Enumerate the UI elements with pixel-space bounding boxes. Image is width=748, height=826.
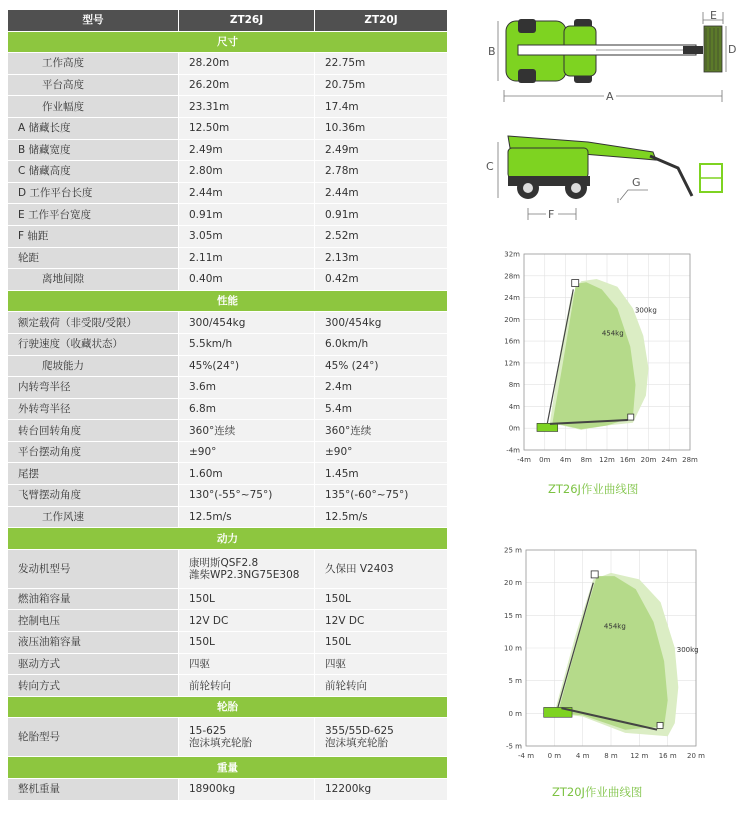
spec-row [8, 117, 448, 139]
chart2-caption: ZT20J作业曲线图 [552, 785, 643, 799]
spec-row [8, 312, 448, 334]
spec-value-v1 [179, 441, 315, 463]
spec-label: 轮胎型号 [8, 718, 179, 757]
section-header-row [8, 757, 448, 779]
x-tick-label: 20 m [687, 752, 705, 760]
section-title: 动力 [8, 528, 448, 550]
zt26j-work-envelope-chart [496, 248, 706, 476]
y-tick-label: 5 m [508, 677, 522, 686]
spec-row [8, 506, 448, 528]
zt20j-work-envelope-chart [496, 540, 718, 776]
value-line: 135°(-60°~75°) [325, 489, 409, 502]
spec-row [8, 398, 448, 420]
spec-label: 驱动方式 [8, 653, 179, 675]
spec-value-v1 [179, 610, 315, 632]
value-line: 150L [325, 593, 351, 606]
spec-value-v1 [179, 53, 315, 75]
side-view-drawing [478, 128, 740, 224]
y-tick-label: 16m [504, 337, 520, 346]
value-line: 2.78m [325, 165, 359, 178]
spec-value-v2 [315, 161, 448, 183]
x-tick-label: 20m [640, 456, 657, 464]
value-line: 12V DC [325, 614, 365, 627]
spec-value-v2 [315, 463, 448, 485]
spec-value-v1 [179, 247, 315, 269]
spec-value-v1 [179, 204, 315, 226]
spec-label: 燃油箱容量 [8, 588, 179, 610]
y-tick-label: 28m [504, 272, 520, 281]
spec-label: 工作高度 [8, 53, 179, 75]
x-tick-label: 0 m [547, 752, 562, 760]
spec-row [8, 96, 448, 118]
value-line: 18900kg [189, 783, 236, 796]
x-tick-label: 12 m [630, 752, 649, 760]
spec-value-v2 [315, 74, 448, 96]
dim-label-f: F [548, 208, 555, 221]
value-line: 1.60m [189, 467, 223, 480]
dim-label-b: B [488, 45, 496, 58]
spec-value-v1 [179, 269, 315, 291]
value-line: 28.20m [189, 57, 230, 70]
value-line: 四驱 [189, 657, 210, 670]
spec-label: E 工作平台宽度 [8, 204, 179, 226]
value-line: 355/55D-625 [325, 725, 394, 738]
spec-row [8, 485, 448, 507]
spec-label: C 储藏高度 [8, 161, 179, 183]
spec-value-v1 [179, 312, 315, 334]
x-tick-label: 4 m [575, 752, 590, 760]
header-cell: 型号 [8, 10, 179, 31]
x-tick-label: 24m [661, 456, 678, 464]
value-line: 15-625 [189, 725, 227, 738]
chart1-caption: ZT26J作业曲线图 [548, 482, 639, 496]
spec-value-v1 [179, 463, 315, 485]
spec-value-v2 [315, 506, 448, 528]
spec-label: B 储藏宽度 [8, 139, 179, 161]
value-line: 130°(-55°~75°) [189, 489, 273, 502]
spec-value-v2 [315, 718, 448, 757]
value-line: 12.50m [189, 122, 230, 135]
y-tick-label: 20m [504, 315, 520, 324]
spec-value-v2 [315, 420, 448, 442]
spec-value-v1 [179, 139, 315, 161]
spec-value-v2 [315, 610, 448, 632]
spec-value-v2 [315, 269, 448, 291]
value-line-2: 潍柴WP2.3NG75E308 [189, 568, 300, 581]
dim-label-c: C [486, 160, 494, 173]
value-line: 300/454kg [189, 316, 246, 329]
spec-label: 发动机型号 [8, 549, 179, 588]
y-tick-label: 0m [508, 424, 520, 433]
spec-value-v1 [179, 549, 315, 588]
spec-value-v2 [315, 53, 448, 75]
value-line: 0.42m [325, 273, 359, 286]
header-cell: ZT20J [315, 10, 448, 31]
spec-row [8, 463, 448, 485]
spec-label: A 储藏长度 [8, 117, 179, 139]
spec-row [8, 441, 448, 463]
value-line: 12.5m/s [189, 510, 232, 523]
platform-lowered [628, 414, 634, 420]
spec-value-v2 [315, 204, 448, 226]
value-line: 45% (24°) [325, 359, 379, 372]
platform-raised [591, 571, 598, 578]
value-line: 0.40m [189, 273, 223, 286]
y-tick-label: 0 m [508, 709, 522, 718]
y-tick-label: 24m [504, 294, 520, 303]
x-tick-label: 16 m [658, 752, 677, 760]
spec-label: 整机重量 [8, 779, 179, 801]
section-header-row [8, 528, 448, 550]
value-line: 3.05m [189, 230, 223, 243]
value-line: 前轮转向 [325, 679, 367, 692]
spec-value-v1 [179, 718, 315, 757]
value-line: 360°连续 [189, 424, 236, 437]
value-line: 2.80m [189, 165, 223, 178]
annotation-454kg: 454kg [603, 622, 626, 631]
y-tick-label: 20 m [504, 579, 522, 588]
value-line: 四驱 [325, 657, 346, 670]
value-line: 2.44m [189, 187, 223, 200]
spec-value-v2 [315, 549, 448, 588]
value-line: 150L [189, 636, 215, 649]
spec-label: 离地间隙 [8, 269, 179, 291]
spec-value-v2 [315, 588, 448, 610]
spec-value-v1 [179, 506, 315, 528]
spec-label: 转向方式 [8, 675, 179, 697]
value-line: 300/454kg [325, 316, 382, 329]
spec-row [8, 779, 448, 801]
section-title: 尺寸 [8, 31, 448, 53]
spec-value-v1 [179, 74, 315, 96]
spec-row [8, 675, 448, 697]
platform-lowered [657, 722, 663, 728]
value-line: 12V DC [189, 614, 229, 627]
value-line-2: 泡沫填充轮胎 [325, 737, 388, 750]
value-line: 2.13m [325, 251, 359, 264]
value-line: 5.4m [325, 402, 352, 415]
dim-label-g: G [632, 176, 641, 189]
x-tick-label: 28m [682, 456, 698, 464]
x-tick-label: 4m [559, 456, 572, 464]
spec-label: 行驶速度（收藏状态） [8, 333, 179, 355]
spec-value-v2 [315, 333, 448, 355]
spec-value-v2 [315, 485, 448, 507]
y-tick-label: -5 m [505, 742, 522, 751]
spec-value-v2 [315, 117, 448, 139]
y-tick-label: -4m [506, 446, 520, 455]
spec-value-v2 [315, 355, 448, 377]
x-tick-label: 12m [599, 456, 615, 464]
spec-row [8, 225, 448, 247]
spec-label: 作业幅度 [8, 96, 179, 118]
value-line: 12200kg [325, 783, 372, 796]
value-line: 0.91m [325, 208, 359, 221]
spec-value-v1 [179, 225, 315, 247]
y-tick-label: 32m [504, 250, 520, 259]
spec-value-v1 [179, 96, 315, 118]
spec-row [8, 182, 448, 204]
section-header-row [8, 290, 448, 312]
x-tick-label: 8 m [604, 752, 618, 760]
value-line: 150L [189, 593, 215, 606]
spec-row [8, 549, 448, 588]
spec-row [8, 139, 448, 161]
table-header-row [8, 10, 448, 31]
spec-label: 平台摆动角度 [8, 441, 179, 463]
top-view-drawing [478, 6, 740, 106]
spec-value-v2 [315, 441, 448, 463]
spec-value-v1 [179, 355, 315, 377]
value-line: 23.31m [189, 100, 230, 113]
spec-row [8, 588, 448, 610]
annotation-300kg: 300kg [634, 306, 657, 315]
value-line: ±90° [189, 446, 217, 459]
spec-value-v2 [315, 779, 448, 801]
spec-value-v1 [179, 161, 315, 183]
value-line: 6.0km/h [325, 338, 369, 351]
spec-row [8, 269, 448, 291]
value-line: 12.5m/s [325, 510, 368, 523]
spec-value-v1 [179, 398, 315, 420]
section-title: 性能 [8, 290, 448, 312]
value-line-2: 泡沫填充轮胎 [189, 737, 252, 750]
section-header-row [8, 696, 448, 718]
value-line: 前轮转向 [189, 679, 231, 692]
value-line: 10.36m [325, 122, 366, 135]
spec-value-v2 [315, 96, 448, 118]
platform [704, 26, 722, 72]
value-line: ±90° [325, 446, 353, 459]
spec-value-v1 [179, 675, 315, 697]
spec-value-v2 [315, 312, 448, 334]
spec-value-v2 [315, 653, 448, 675]
spec-label: 额定载荷（非受限/受限） [8, 312, 179, 334]
x-tick-label: 8m [580, 456, 592, 464]
dim-label-a: A [606, 90, 614, 103]
spec-label: 飞臂摆动角度 [8, 485, 179, 507]
spec-row [8, 653, 448, 675]
spec-table [8, 10, 448, 801]
spec-label: 工作风速 [8, 506, 179, 528]
spec-value-v2 [315, 247, 448, 269]
value-line: 6.8m [189, 402, 216, 415]
spec-row [8, 74, 448, 96]
value-line: 久保田 V2403 [325, 562, 394, 575]
spec-row [8, 247, 448, 269]
x-tick-label: 16m [619, 456, 636, 464]
value-line: 3.6m [189, 381, 216, 394]
spec-label: F 轴距 [8, 225, 179, 247]
spec-value-v1 [179, 377, 315, 399]
value-line: 22.75m [325, 57, 366, 70]
y-tick-label: 8m [508, 381, 520, 390]
y-tick-label: 15 m [504, 611, 522, 620]
spec-value-v1 [179, 485, 315, 507]
spec-label: 爬坡能力 [8, 355, 179, 377]
spec-label: 转台回转角度 [8, 420, 179, 442]
spec-value-v2 [315, 398, 448, 420]
value-line: 2.4m [325, 381, 352, 394]
section-title: 重量 [8, 757, 448, 779]
value-line: 5.5km/h [189, 338, 233, 351]
spec-label: D 工作平台长度 [8, 182, 179, 204]
spec-row [8, 377, 448, 399]
section-title: 轮胎 [8, 696, 448, 718]
spec-label: 平台高度 [8, 74, 179, 96]
spec-value-v2 [315, 225, 448, 247]
x-tick-label: 0m [539, 456, 551, 464]
value-line: 360°连续 [325, 424, 372, 437]
value-line: 康明斯QSF2.8 [189, 556, 259, 569]
spec-row [8, 610, 448, 632]
dim-label-d: D [728, 43, 737, 56]
spec-value-v1 [179, 632, 315, 654]
spec-row [8, 53, 448, 75]
value-line: 2.44m [325, 187, 359, 200]
platform-raised [572, 280, 579, 287]
x-tick-label: -4 m [517, 752, 535, 760]
spec-value-v1 [179, 588, 315, 610]
spec-value-v1 [179, 779, 315, 801]
value-line: 2.49m [325, 143, 359, 156]
value-line: 1.45m [325, 467, 359, 480]
value-line: 45%(24°) [189, 359, 240, 372]
spec-value-v2 [315, 377, 448, 399]
spec-value-v2 [315, 182, 448, 204]
spec-label: 轮距 [8, 247, 179, 269]
spec-label: 外转弯半径 [8, 398, 179, 420]
x-tick-label: -4m [517, 456, 531, 464]
spec-row [8, 204, 448, 226]
spec-row [8, 632, 448, 654]
header-cell: ZT26J [179, 10, 315, 31]
spec-value-v2 [315, 139, 448, 161]
spec-value-v1 [179, 333, 315, 355]
dim-label-e: E [710, 9, 717, 22]
value-line: 20.75m [325, 79, 366, 92]
spec-value-v1 [179, 420, 315, 442]
spec-row [8, 420, 448, 442]
spec-row [8, 718, 448, 757]
spec-label: 液压油箱容量 [8, 632, 179, 654]
value-line: 0.91m [189, 208, 223, 221]
value-line: 26.20m [189, 79, 230, 92]
spec-value-v2 [315, 632, 448, 654]
y-tick-label: 25 m [504, 546, 522, 555]
annotation-300kg: 300kg [676, 646, 699, 654]
spec-value-v1 [179, 182, 315, 204]
spec-value-v1 [179, 653, 315, 675]
spec-row [8, 161, 448, 183]
y-tick-label: 12m [504, 359, 520, 368]
y-tick-label: 4m [508, 402, 520, 411]
spec-value-v1 [179, 117, 315, 139]
spec-row [8, 333, 448, 355]
spec-label: 内转弯半径 [8, 377, 179, 399]
spec-label: 尾摆 [8, 463, 179, 485]
spec-row [8, 355, 448, 377]
y-tick-label: 10 m [504, 644, 522, 653]
section-header-row [8, 31, 448, 53]
annotation-454kg: 454kg [601, 329, 624, 338]
value-line: 2.52m [325, 230, 359, 243]
value-line: 150L [325, 636, 351, 649]
spec-value-v2 [315, 675, 448, 697]
spec-label: 控制电压 [8, 610, 179, 632]
value-line: 17.4m [325, 100, 359, 113]
value-line: 2.49m [189, 143, 223, 156]
value-line: 2.11m [189, 251, 223, 264]
